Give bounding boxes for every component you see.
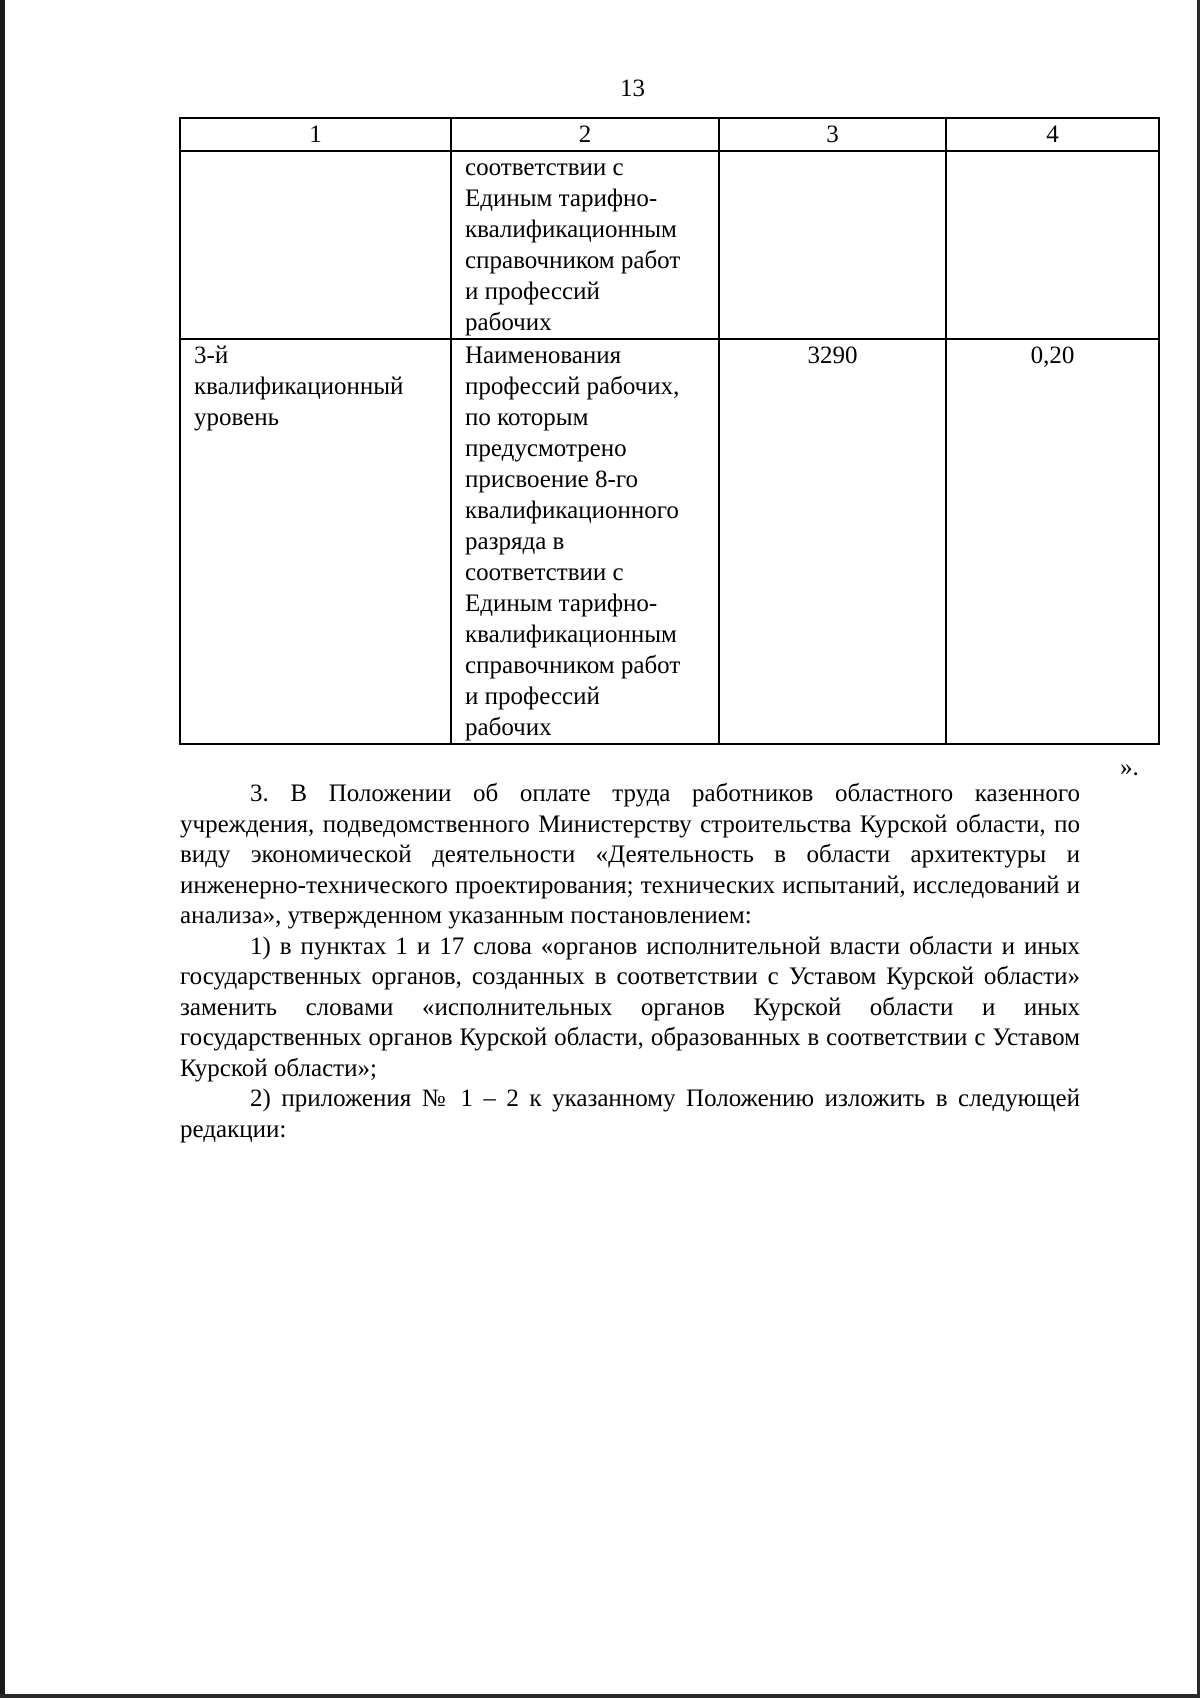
cell-line: соответствии с xyxy=(465,559,624,586)
table-cell-professions xyxy=(451,151,719,339)
table-cell-professions xyxy=(451,339,719,744)
body-text xyxy=(180,779,1080,1145)
salary-table xyxy=(179,117,1160,745)
cell-line: и профессий xyxy=(465,278,600,305)
cell-line: по которым xyxy=(465,404,589,431)
cell-line: присвоение 8-го xyxy=(465,466,638,493)
scan-edge-bottom xyxy=(0,1694,1200,1698)
table-row xyxy=(180,151,1159,339)
cell-line: Наименования xyxy=(465,342,622,369)
cell-line: Единым тарифно- xyxy=(465,590,658,617)
table-header-cell: 3 xyxy=(719,118,946,151)
cell-line: профессий рабочих, xyxy=(465,373,680,400)
table-row xyxy=(180,339,1159,744)
cell-line: справочником работ xyxy=(465,652,681,679)
salary-table-container xyxy=(179,117,1158,745)
closing-quote: ». xyxy=(1120,754,1139,781)
table-header-row xyxy=(180,118,1159,151)
cell-line: рабочих xyxy=(465,714,552,741)
table-cell-coefficient: 0,20 xyxy=(946,339,1159,744)
cell-line: Единым тарифно- xyxy=(465,185,658,212)
scan-edge-left xyxy=(0,0,5,1698)
paragraph-3-2: 2) приложения № 1 – 2 к указанному Положению изложить в следующей редакции: xyxy=(180,1085,1080,1143)
cell-line: справочником работ xyxy=(465,247,681,274)
table-cell-salary xyxy=(719,151,946,339)
cell-line: 3-й xyxy=(194,342,229,369)
cell-line: квалификационного xyxy=(465,497,679,524)
table-header-cell: 1 xyxy=(180,118,451,151)
table-header-cell: 2 xyxy=(451,118,719,151)
table-cell-salary: 3290 xyxy=(719,339,946,744)
table-cell-coefficient xyxy=(946,151,1159,339)
cell-line: квалификационным xyxy=(465,621,677,648)
page-number: 13 xyxy=(620,75,645,102)
cell-line: рабочих xyxy=(465,309,552,336)
cell-line: и профессий xyxy=(465,683,600,710)
cell-line: квалификационный xyxy=(194,373,404,400)
cell-line: предусмотрено xyxy=(465,435,627,462)
table-cell-qualification-level xyxy=(180,339,451,744)
cell-line: соответствии с xyxy=(465,154,624,181)
cell-line: квалификационным xyxy=(465,216,677,243)
paragraph-3: 3. В Положении об оплате труда работников областного казенного учреждения, подведомственного Министерству строительства Курской области, по виду экономической деятельности «Деятельность в области архитектуры и инженерно-технического проектирования; технических испытаний, исследований и анализа», утвержденном указанным постановлением: xyxy=(180,780,1080,929)
table-header-cell: 4 xyxy=(946,118,1159,151)
cell-line: разряда в xyxy=(465,528,565,555)
table-cell-qualification-level xyxy=(180,151,451,339)
cell-line: уровень xyxy=(194,404,280,431)
paragraph-3-1: 1) в пунктах 1 и 17 слова «органов исполнительной власти области и иных государственных органов, созданных в соответствии с Уставом Курской области» заменить словами «исполнительных органов Курской области и иных государственных органов Курской области, образованных в соответствии с Уставом Курской области»; xyxy=(180,932,1080,1082)
